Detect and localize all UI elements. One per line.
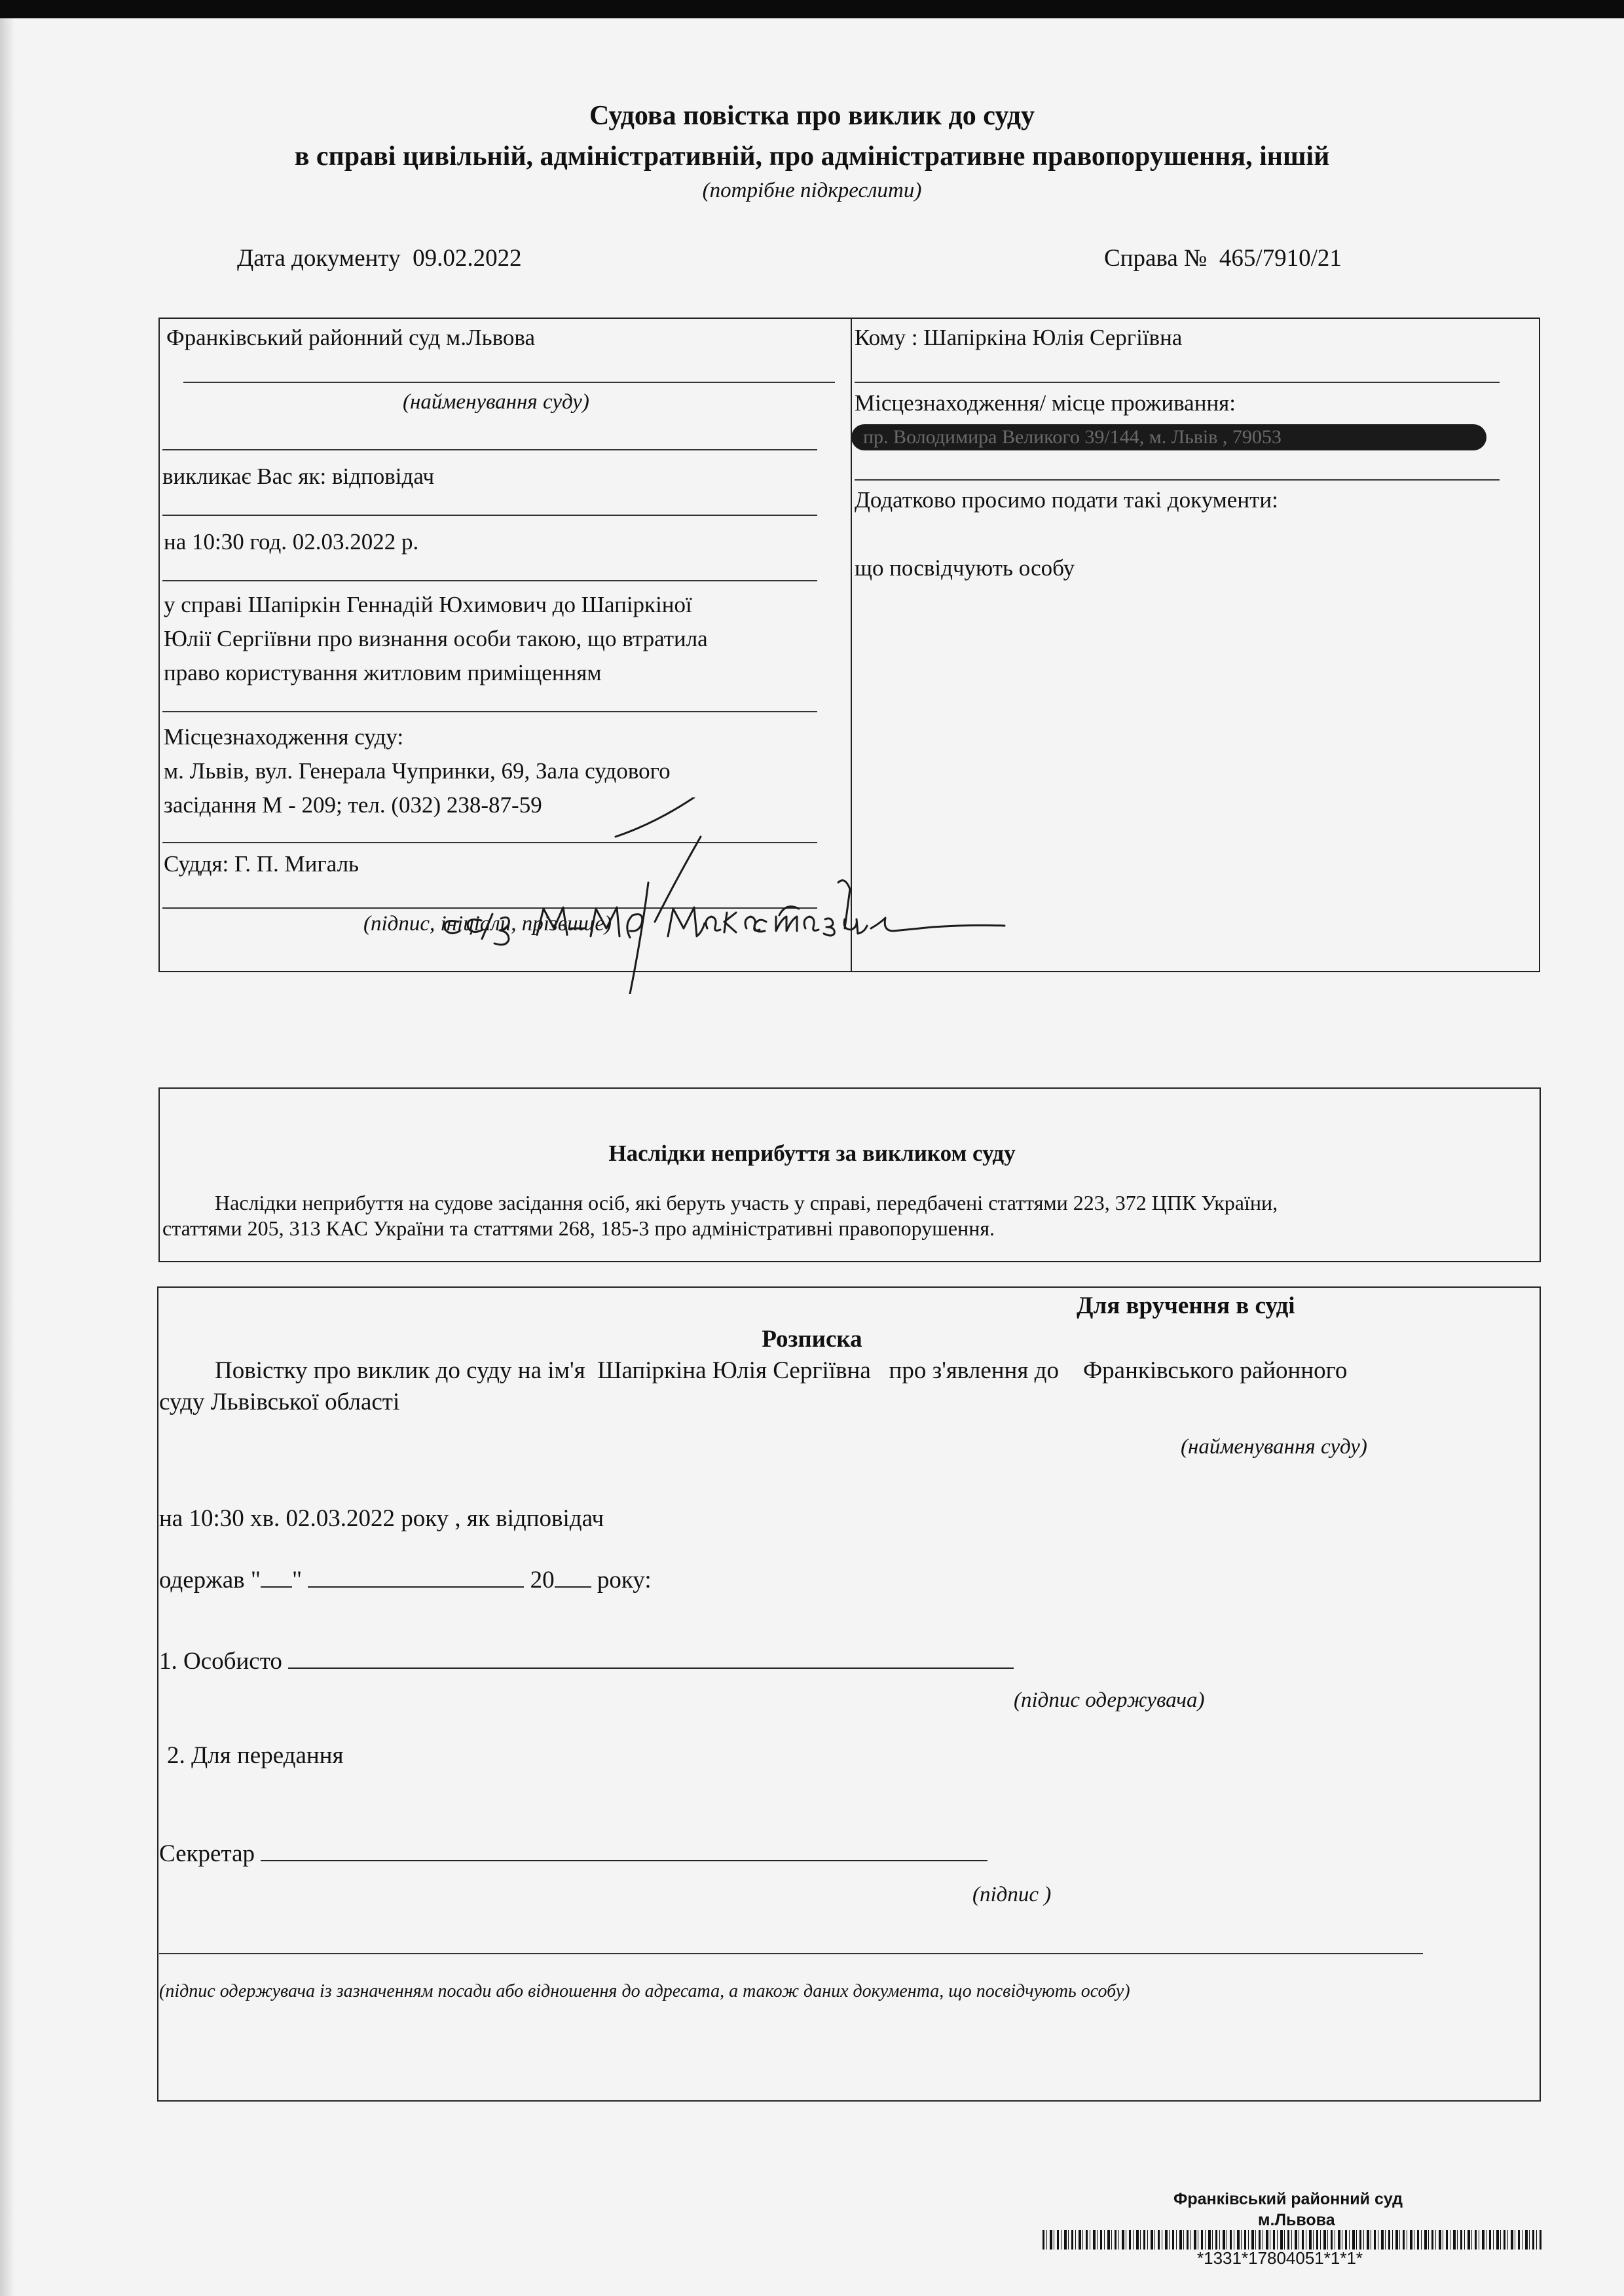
title-note: (потрібне підкреслити) <box>702 179 922 202</box>
document-subtitle: в справі цивільній, адміністративній, про адміністративне правопорушення, іншій <box>294 141 1330 172</box>
consequences-text-line1: Наслідки неприбуття на судове засідання осіб, які беруть участь у справі, передбачені статтями 223, 372 ЦПК України, <box>215 1191 1278 1214</box>
document-date <box>237 244 522 272</box>
delivery-label: Для вручення в суді <box>1077 1292 1295 1319</box>
signature-note: (підпис, ініціали, прізвище) <box>363 912 612 936</box>
receipt-line1 <box>215 1357 1347 1385</box>
barcode <box>1043 2230 1541 2250</box>
document-date-label: Дата документу <box>237 245 401 272</box>
secretary-label: Секретар <box>159 1840 255 1867</box>
receipt-time-line: на 10:30 хв. 02.03.2022 року , як відповідач <box>159 1505 604 1532</box>
stamp-court-line1: Франківський районний суд <box>1173 2190 1403 2208</box>
separator-line <box>162 580 817 581</box>
handwritten-signature <box>419 797 1035 994</box>
received-mid: " <box>292 1567 303 1594</box>
separator-line <box>855 479 1500 481</box>
bottom-note: (підпис одержувача із зазначенням посади або відношення до адресата, а також даних документа, що посвідчують особу) <box>159 1981 1130 2001</box>
personal-receipt-line <box>159 1647 1014 1675</box>
separator-line <box>162 515 817 516</box>
case-description-line: право користування житловим приміщенням <box>164 660 602 685</box>
separator-line <box>162 449 817 450</box>
case-description-line: у справі Шапіркін Геннадій Юхимович до Шапіркіної <box>164 592 692 617</box>
summons-document <box>0 18 1624 2296</box>
stamp-court-line2: м.Львова <box>1258 2211 1335 2229</box>
redacted-address: пр. Володимира Великого 39/144, м. Львів , 79053 <box>851 424 1486 450</box>
received-year-field[interactable] <box>555 1586 591 1588</box>
secretary-line <box>159 1840 987 1868</box>
hearing-time: на 10:30 год. 02.03.2022 р. <box>164 529 419 555</box>
receipt-court-name: Франківського районного <box>1082 1357 1348 1384</box>
receipt-line2: суду Львівської області <box>159 1389 400 1415</box>
court-name-note: (найменування суду) <box>403 390 589 414</box>
transfer-label: 2. Для передання <box>167 1742 344 1769</box>
received-prefix: одержав " <box>159 1567 261 1594</box>
judge-name: Суддя: Г. П. Мигаль <box>164 851 359 877</box>
received-day-field[interactable] <box>261 1586 292 1588</box>
receipt-heading: Розписка <box>762 1326 862 1353</box>
personal-signature-field[interactable] <box>288 1667 1014 1669</box>
personal-label: 1. Особисто <box>159 1648 282 1675</box>
received-year-prefix: 20 <box>530 1567 555 1594</box>
separator-line <box>855 382 1500 383</box>
recipient: Кому : Шапіркіна Юлія Сергіївна <box>855 325 1183 350</box>
received-month-field[interactable] <box>308 1586 524 1588</box>
recipient-name: Шапіркіна Юлія Сергіївна <box>597 1357 871 1384</box>
court-location-line: м. Львів, вул. Генерала Чупринки, 69, Зала судового <box>164 758 671 784</box>
documents-label: Додатково просимо подати такі документи: <box>855 487 1278 513</box>
case-number-label: Справа № <box>1104 245 1208 272</box>
consequences-heading: Наслідки неприбуття за викликом суду <box>608 1140 1016 1166</box>
receipt-line1-mid: про з'явлення до <box>889 1357 1059 1384</box>
case-description <box>164 588 708 690</box>
secretary-signature-note: (підпис ) <box>972 1883 1052 1906</box>
consequences-text-line2: статтями 205, 313 КАС України та статтями 268, 185-3 про адміністративні правопорушення. <box>162 1216 995 1240</box>
case-description-line: Юлії Сергіївни про визнання особи такою, що втратила <box>164 626 708 651</box>
address-label: Місцезнаходження/ місце проживання: <box>855 390 1236 416</box>
received-date-line <box>159 1566 652 1594</box>
barcode-text: *1331*17804051*1*1* <box>1197 2248 1363 2268</box>
court-location-label: Місцезнаходження суду: <box>164 724 404 750</box>
court-name: Франківський районний суд м.Львова <box>166 325 536 350</box>
recipient-signature-line[interactable] <box>159 1953 1423 1954</box>
documents-list: що посвідчують особу <box>855 555 1075 581</box>
separator-line <box>162 711 817 712</box>
summons-role: викликає Вас як: відповідач <box>162 464 435 489</box>
case-number <box>1104 244 1342 272</box>
personal-signature-note: (підпис одержувача) <box>1014 1688 1205 1712</box>
document-title: Судова повістка про виклик до суду <box>589 101 1035 131</box>
receipt-line1-prefix: Повістку про виклик до суду на ім'я <box>215 1357 585 1384</box>
received-suffix: року: <box>597 1567 652 1594</box>
receipt-court-note: (найменування суду) <box>1181 1435 1367 1459</box>
case-number-value: 465/7910/21 <box>1219 245 1342 272</box>
scan-border <box>0 0 1624 18</box>
document-date-value: 09.02.2022 <box>413 245 522 272</box>
court-name-line <box>183 382 835 383</box>
secretary-signature-field[interactable] <box>261 1860 987 1861</box>
court-location-line: засідання М - 209; тел. (032) 238-87-59 <box>164 792 542 818</box>
